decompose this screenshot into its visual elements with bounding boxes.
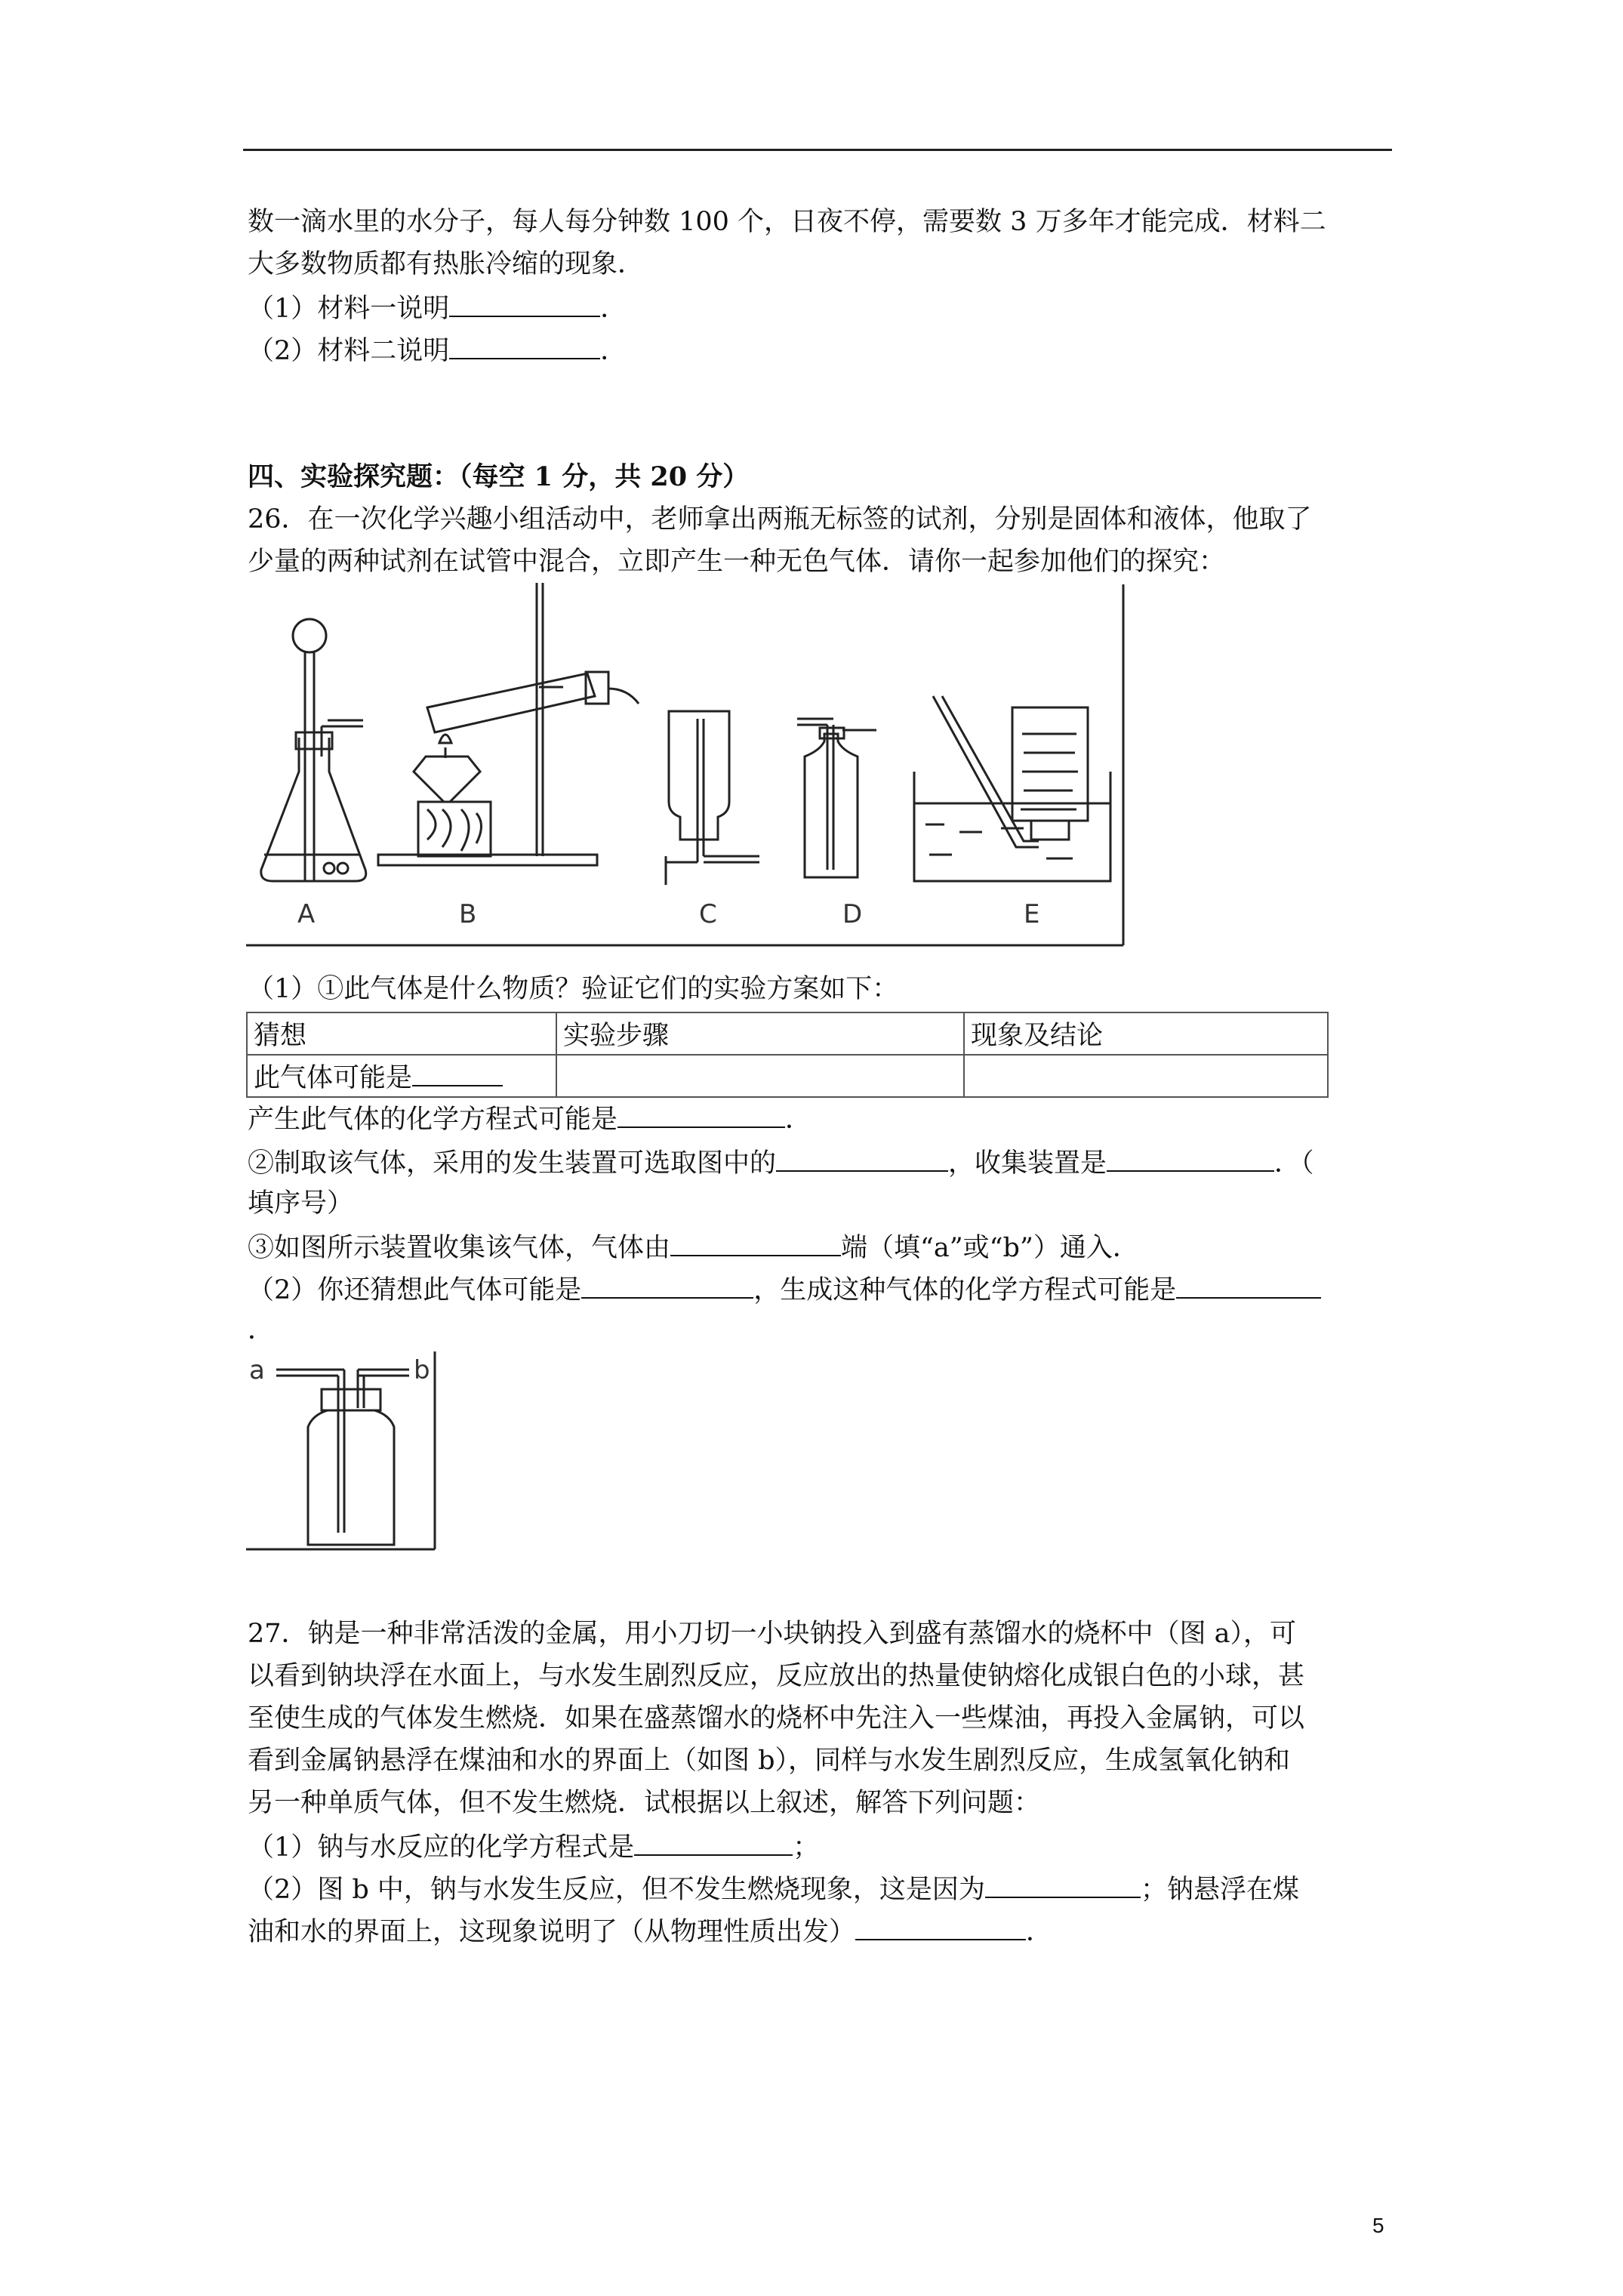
label-d: D [842, 899, 863, 929]
q27-question-2-line-2 [248, 1913, 1052, 1949]
semicolon: ； [793, 1832, 820, 1863]
answer-blank[interactable] [449, 290, 600, 317]
q27-line-5: 另一种单质气体，但不发生燃烧．试根据以上叙述，解答下列问题： [248, 1788, 1041, 1818]
material-q2-text: （2）材料二说明 [248, 336, 450, 366]
gas-bottle-figure [246, 1351, 442, 1555]
answer-blank[interactable] [670, 1229, 841, 1256]
material-line-2: 大多数物质都有热胀冷缩的现象． [248, 249, 645, 279]
label-c: C [699, 899, 717, 929]
guess-text: 此气体可能是 [254, 1063, 413, 1093]
q26-part4-line [248, 1271, 1321, 1307]
q26-part1-intro: （1）①此气体是什么物质？验证它们的实验方案如下： [248, 974, 899, 1004]
period: ． [600, 294, 627, 324]
table-header-steps: 实验步骤 [556, 1012, 964, 1055]
part2-text-c: ．（ [1274, 1148, 1314, 1179]
period: ． [600, 336, 627, 366]
material-question-2 [248, 332, 627, 368]
q27-q1-text: （1）钠与水反应的化学方程式是 [248, 1832, 635, 1863]
period: ． [1026, 1917, 1053, 1947]
table-cell-result[interactable] [964, 1055, 1328, 1097]
q27-q2-text-b: ；钠悬浮在煤 [1140, 1875, 1299, 1905]
period: ． [785, 1105, 812, 1135]
q27-line-1: 27．钠是一种非常活泼的金属，用小刀切一小块钠投入到盛有蒸馏水的烧杯中（图 a），可 [248, 1619, 1297, 1649]
q27-q2-text-c: 油和水的界面上，这现象说明了（从物理性质出发） [248, 1917, 856, 1947]
material-q1-text: （1）材料一说明 [248, 294, 450, 324]
part3-text-a: ③如图所示装置收集该气体，气体由 [248, 1233, 671, 1263]
q27-line-2: 以看到钠块浮在水面上，与水发生剧烈反应，反应放出的热量使钠熔化成银白色的小球，甚 [248, 1661, 1305, 1691]
answer-blank[interactable] [1107, 1145, 1274, 1172]
answer-blank[interactable] [855, 1913, 1026, 1940]
header-rule [243, 149, 1392, 151]
q26-line-2: 少量的两种试剂在试管中混合，立即产生一种无色气体．请你一起参加他们的探究： [248, 547, 1226, 577]
apparatus-b-heating [378, 583, 639, 865]
table-header-result: 现象及结论 [964, 1012, 1328, 1055]
table-header-row [247, 1012, 1328, 1055]
q27-question-1 [248, 1829, 819, 1864]
apparatus-e-trough [914, 696, 1110, 881]
material-line-1: 数一滴水里的水分子，每人每分钟数 100 个，日夜不停，需要数 3 万多年才能完成．材料二 [248, 207, 1326, 237]
q27-question-2 [248, 1871, 1299, 1906]
answer-blank[interactable] [985, 1871, 1141, 1898]
port-label-a: a [249, 1355, 265, 1385]
table-cell-steps[interactable] [556, 1055, 964, 1097]
material-question-1 [248, 290, 627, 325]
part2-text-b: ，收集装置是 [948, 1148, 1107, 1179]
answer-blank[interactable] [412, 1059, 503, 1086]
experiment-plan-table [246, 1012, 1329, 1098]
apparatus-c-bottle [666, 711, 759, 885]
part4-text-b: ，生成这种气体的化学方程式可能是 [753, 1275, 1177, 1305]
q27-q2-text-a: （2）图 b 中，钠与水发生反应，但不发生燃烧现象，这是因为 [248, 1875, 985, 1905]
q26-part4-end: ． [248, 1315, 275, 1345]
q26-equation-line [248, 1101, 812, 1136]
answer-blank[interactable] [581, 1271, 753, 1299]
apparatus-a-flask [261, 619, 366, 881]
part3-text-b: 端（填“a”或“b”）通入． [841, 1233, 1139, 1263]
q26-part2-line-2: 填序号） [248, 1188, 354, 1219]
port-label-b: b [414, 1355, 430, 1385]
table-cell-guess [247, 1055, 556, 1097]
q26-line-1: 26．在一次化学兴趣小组活动中，老师拿出两瓶无标签的试剂，分别是固体和液体，他取了 [248, 504, 1312, 535]
section-title: 四、实验探究题：（每空 1 分，共 20 分） [248, 461, 750, 492]
apparatus-d-bottle [797, 719, 876, 877]
label-b: B [459, 899, 477, 929]
label-a: A [297, 899, 316, 929]
q26-part2-line [248, 1145, 1314, 1180]
part4-text-a: （2）你还猜想此气体可能是 [248, 1275, 582, 1305]
part2-text-a: ②制取该气体，采用的发生装置可选取图中的 [248, 1148, 777, 1179]
label-e: E [1024, 899, 1040, 929]
answer-blank[interactable] [1176, 1271, 1321, 1299]
page-number: 5 [1372, 2214, 1384, 2237]
apparatus-figure [246, 583, 1126, 947]
answer-blank[interactable] [634, 1829, 793, 1856]
table-row [247, 1055, 1328, 1097]
answer-blank[interactable] [776, 1145, 948, 1172]
q27-line-4: 看到金属钠悬浮在煤油和水的界面上（如图 b），同样与水发生剧烈反应，生成氢氧化钠和 [248, 1746, 1291, 1776]
answer-blank[interactable] [449, 332, 600, 359]
equation-prefix: 产生此气体的化学方程式可能是 [248, 1105, 618, 1135]
answer-blank[interactable] [617, 1101, 785, 1128]
q27-line-3: 至使生成的气体发生燃烧．如果在盛蒸馏水的烧杯中先注入一些煤油，再投入金属钠，可以 [248, 1703, 1305, 1734]
q26-part3-line [248, 1229, 1139, 1265]
table-header-guess: 猜想 [247, 1012, 556, 1055]
